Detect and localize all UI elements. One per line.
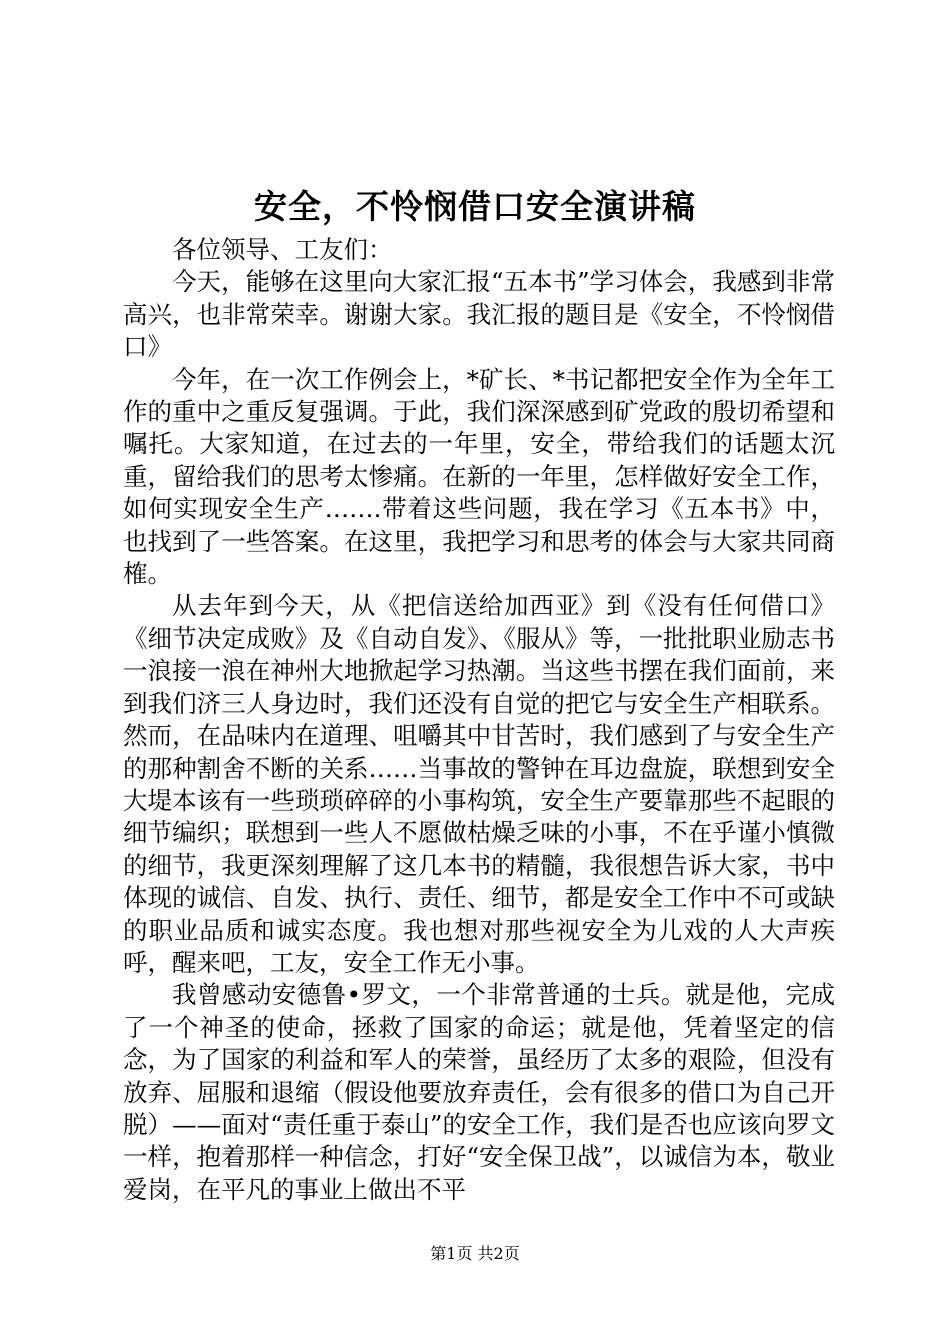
greeting: 各位领导、工友们： (172, 235, 393, 264)
paragraph: 今天，能够在这里向大家汇报“五本书”学习体会，我感到非常高兴，也非常荣幸。谢谢大家。我汇报的题目是《安全，不怜悯借口》 (123, 267, 835, 362)
paragraph: 从去年到今天，从《把信送给加西亚》到《没有任何借口》《细节决定成败》及《自动自发》、《服从》等，一批批职业励志书一浪接一浪在神州大地掀起学习热潮。当这些书摆在我们面前，来到我们济三人身边时，我们还没有自觉的把它与安全生产相联系。然而，在品味内在道理、咀嚼其中甘苦时，我们感到了与安全生产的那种割舍不断的关系……当事故的警钟在耳边盘旋，联想到安全大堤本该有一些琐琐碎碎的小事构筑，安全生产要靠那些不起眼的细节编织；联想到一些人不愿做枯燥乏味的小事，不在乎谨小慎微的细节，我更深刻理解了这几本书的精髓，我很想告诉大家，书中体现的诚信、自发、执行、责任、细节，都是安全工作中不可或缺的职业品质和诚实态度。我也想对那些视安全为儿戏的人大声疾呼，醒来吧，工友，安全工作无小事。 (123, 591, 835, 977)
document-title: 安全，不怜悯借口安全演讲稿 (254, 187, 696, 226)
document-body (123, 234, 835, 1206)
paragraph: 我曾感动安德鲁•罗文，一个非常普通的士兵。就是他，完成了一个神圣的使命，拯救了国家的命运；就是他，凭着坚定的信念，为了国家的利益和军人的荣誉，虽经历了太多的艰险，但没有放弃、屈服和退缩（假设他要放弃责任，会有很多的借口为自己开脱）——面对“责任重于泰山”的安全工作，我们是否也应该向罗文一样，抱着那样一种信念，打好“安全保卫战”，以诚信为本，敬业爱岗，在平凡的事业上做出不平 (123, 980, 835, 1204)
paragraph: 今年，在一次工作例会上，*矿长、*书记都把安全作为全年工作的重中之重反复强调。于此，我们深深感到矿党政的殷切希望和嘱托。大家知道，在过去的一年里，安全，带给我们的话题太沉重，留给我们的思考太惨痛。在新的一年里，怎样做好安全工作，如何实现安全生产…….带着这些问题，我在学习《五本书》中，也找到了一些答案。在这里，我把学习和思考的体会与大家共同商榷。 (123, 364, 835, 589)
page-footer: 第1页 共2页 (430, 1244, 520, 1263)
